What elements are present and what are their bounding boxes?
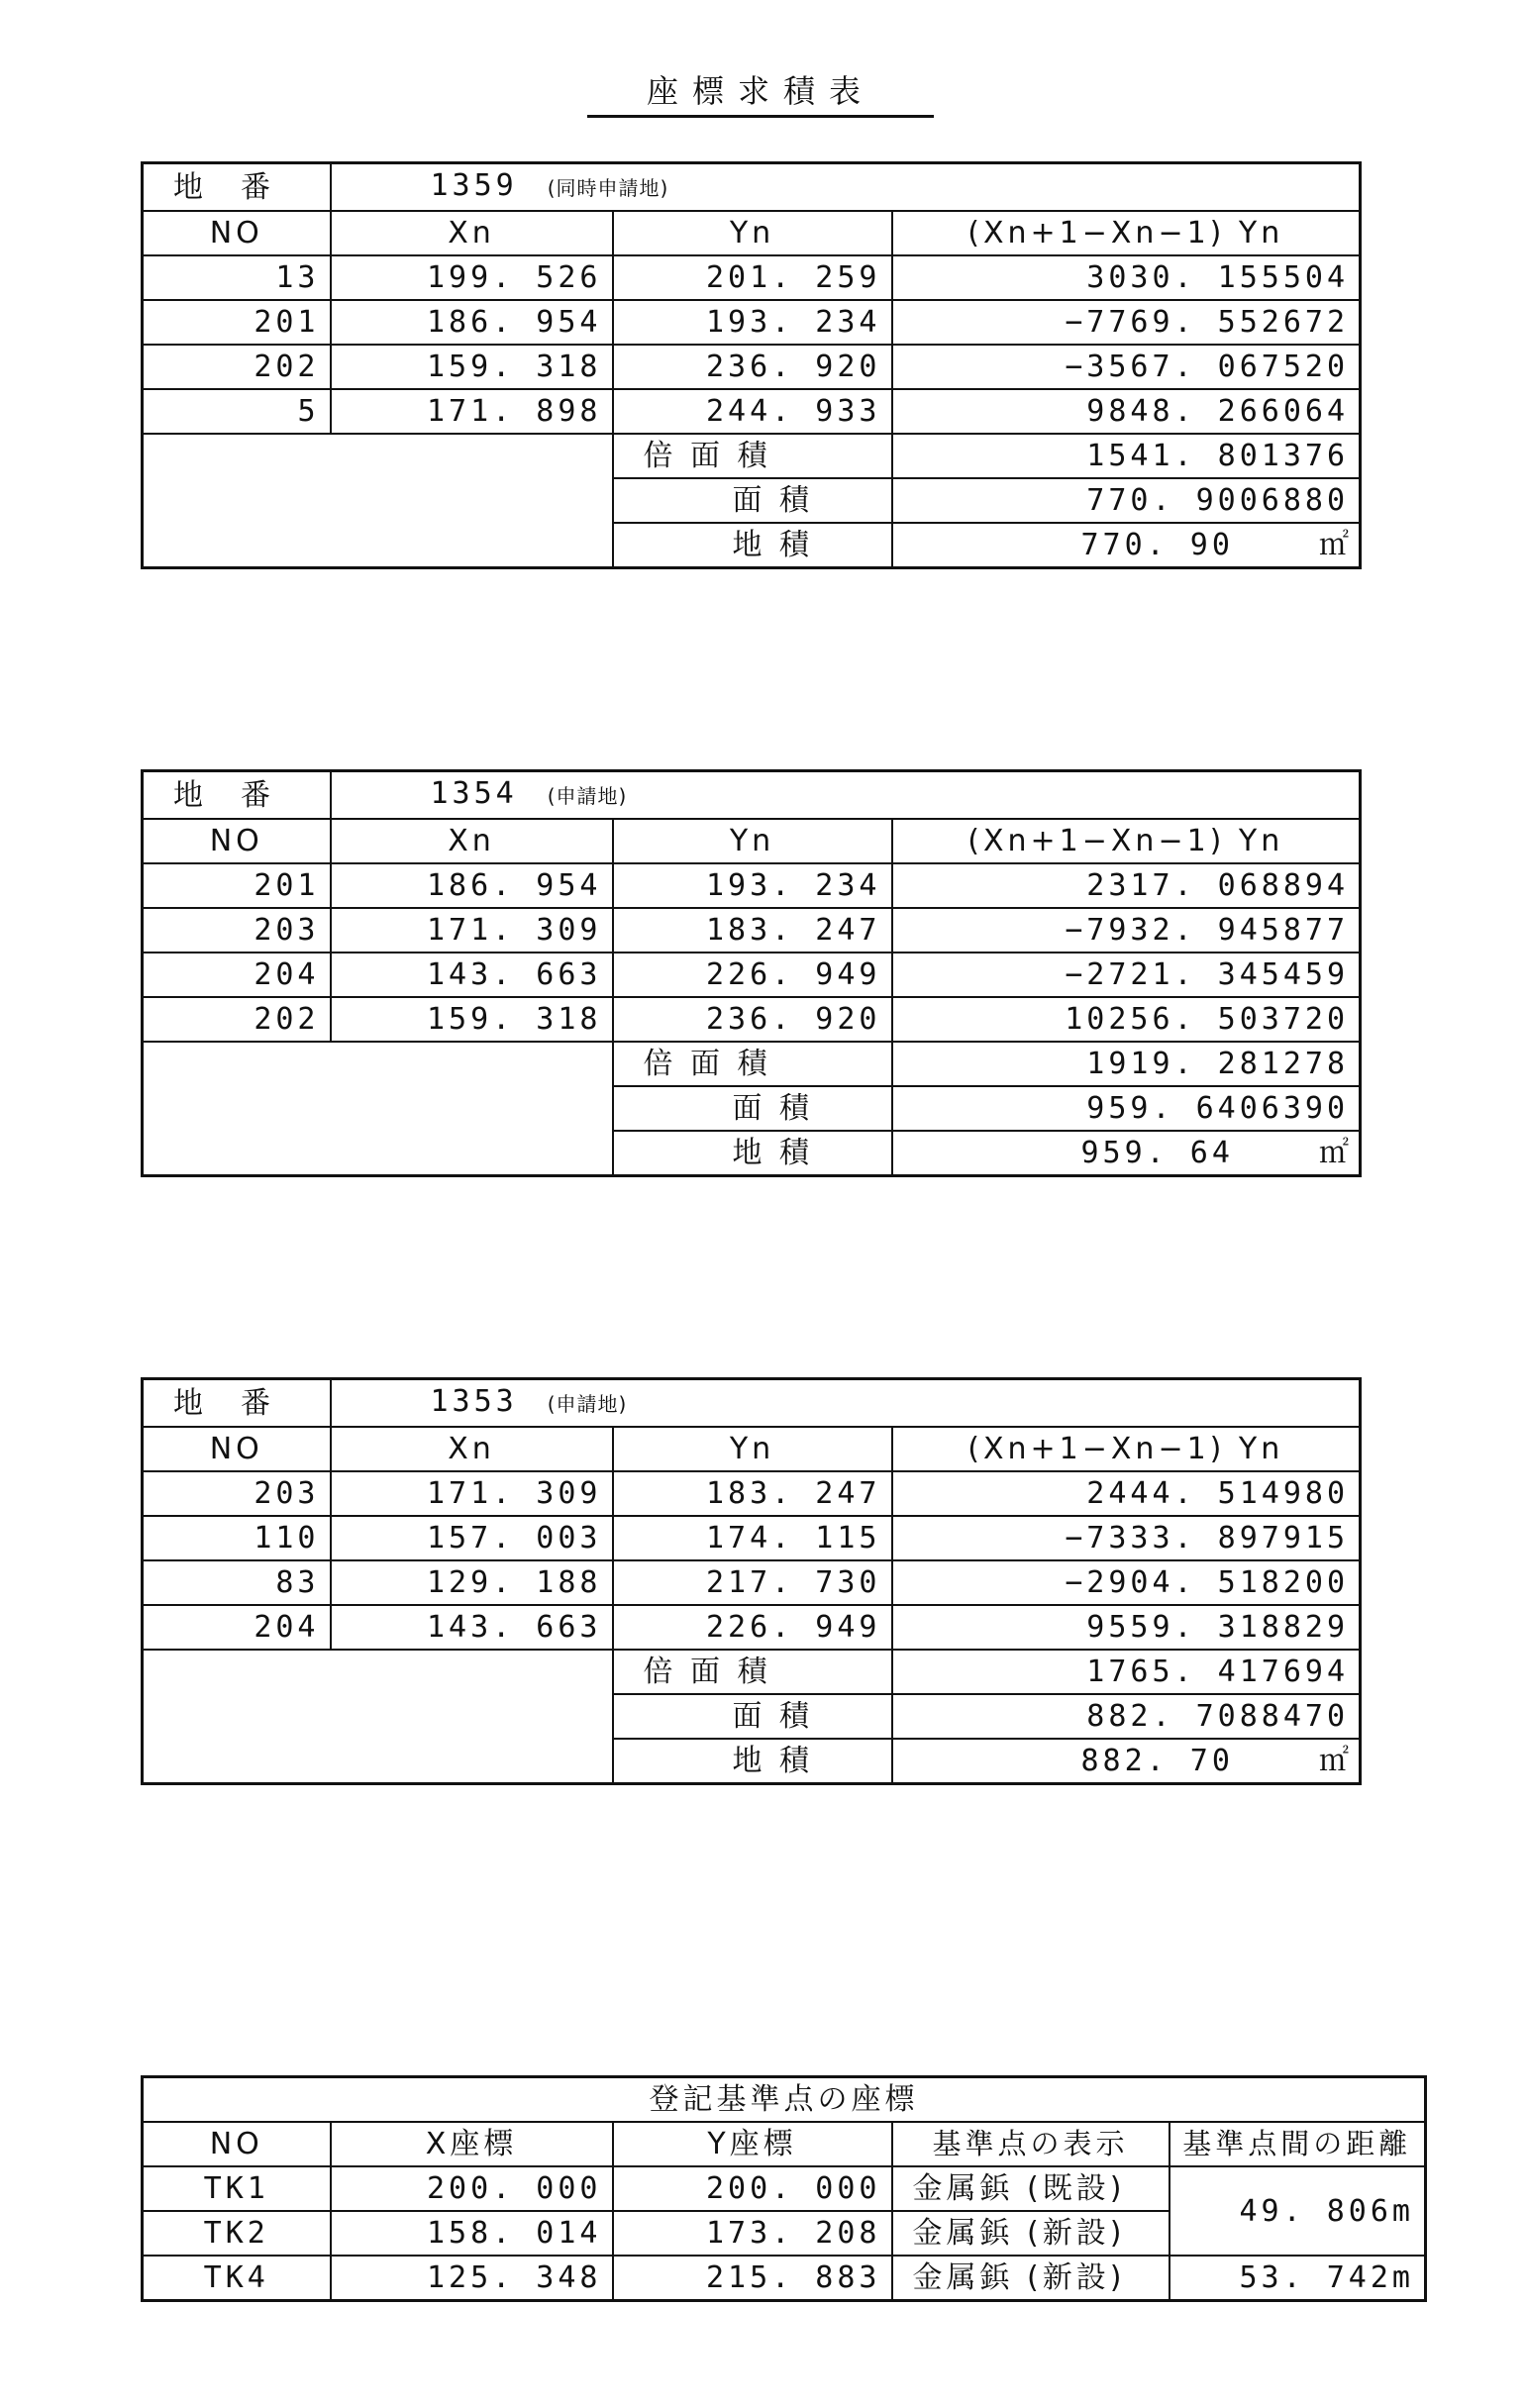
cell-no: 5 [143,389,331,434]
area-label: 面 積 [613,1086,892,1131]
cell-marker: 金属鋲 (新設) [892,2211,1170,2256]
table-row [143,997,1361,1042]
unit-label: ㎡ [1319,1744,1350,1778]
table-row [143,345,1361,389]
lot-number: 1353 [430,1384,518,1419]
cell-no: 201 [143,863,331,908]
cell-calc: 9559. 318829 [892,1605,1361,1650]
double-area-value: 1541. 801376 [892,434,1361,478]
lot-label: 地 番 [143,1379,331,1428]
header-x: X座標 [331,2122,613,2166]
cell-x: 143. 663 [331,953,613,997]
table-row [143,1605,1361,1650]
cell-x: 186. 954 [331,863,613,908]
lot-row [143,163,1361,212]
cell-x: 186. 954 [331,300,613,345]
cell-calc: 2444. 514980 [892,1471,1361,1516]
area-label: 面 積 [613,1694,892,1739]
double-area-value: 1919. 281278 [892,1042,1361,1086]
unit-label: ㎡ [1319,528,1350,562]
table-row [143,1471,1361,1516]
double-area-row [143,1650,1361,1694]
cell-x: 159. 318 [331,345,613,389]
cell-calc: −7333. 897915 [892,1516,1361,1560]
blank-area [143,1042,613,1176]
land-area-label: 地 積 [613,1739,892,1784]
cell-y: 217. 730 [613,1560,892,1605]
header-marker: 基準点の表示 [892,2122,1170,2166]
cell-y: 244. 933 [613,389,892,434]
cell-x: 158. 014 [331,2211,613,2256]
lot-row [143,1379,1361,1428]
cell-x: 171. 898 [331,389,613,434]
cell-x: 199. 526 [331,255,613,300]
header-y: Yn [613,819,892,863]
cell-no: 13 [143,255,331,300]
benchmark-title-row [143,2077,1426,2123]
area-label: 面 積 [613,478,892,523]
land-area-value: 959. 64 [1080,1136,1234,1170]
land-area-label: 地 積 [613,1131,892,1176]
land-area-cell [892,1739,1361,1784]
cell-x: 143. 663 [331,1605,613,1650]
cell-x: 125. 348 [331,2256,613,2301]
parcel-table-1359 [141,161,1362,569]
table-row [143,953,1361,997]
area-value: 959. 6406390 [892,1086,1361,1131]
land-area-cell [892,1131,1361,1176]
cell-calc: −7769. 552672 [892,300,1361,345]
cell-x: 159. 318 [331,997,613,1042]
cell-y: 215. 883 [613,2256,892,2301]
header-no: NO [143,211,331,255]
header-distance: 基準点間の距離 [1170,2122,1426,2166]
table-row [143,255,1361,300]
benchmark-title: 登記基準点の座標 [143,2077,1426,2123]
cell-calc: 9848. 266064 [892,389,1361,434]
cell-y: 173. 208 [613,2211,892,2256]
lot-number: 1354 [430,776,518,811]
cell-calc: −2904. 518200 [892,1560,1361,1605]
blank-area [143,434,613,568]
lot-label: 地 番 [143,771,331,820]
cell-no: 83 [143,1560,331,1605]
double-area-row [143,434,1361,478]
header-x: Xn [331,1427,613,1471]
double-area-row [143,1042,1361,1086]
cell-y: 226. 949 [613,1605,892,1650]
table-row [143,2256,1426,2301]
cell-no: 204 [143,1605,331,1650]
cell-x: 157. 003 [331,1516,613,1560]
lot-number-cell [331,163,1361,212]
area-value: 882. 7088470 [892,1694,1361,1739]
land-area-value: 882. 70 [1080,1744,1234,1778]
cell-x: 171. 309 [331,908,613,953]
cell-x: 171. 309 [331,1471,613,1516]
header-row [143,211,1361,255]
cell-y: 193. 234 [613,300,892,345]
table-row [143,2166,1426,2211]
table-row [143,300,1361,345]
cell-y: 174. 115 [613,1516,892,1560]
table-row [143,1516,1361,1560]
cell-no: 202 [143,345,331,389]
lot-number-cell [331,771,1361,820]
blank-area [143,1650,613,1784]
header-row [143,1427,1361,1471]
distance-tk1-tk2: 49. 806m [1170,2166,1426,2256]
header-x: Xn [331,819,613,863]
cell-calc: −2721. 345459 [892,953,1361,997]
header-no: NO [143,819,331,863]
cell-y: 201. 259 [613,255,892,300]
cell-no: TK4 [143,2256,331,2301]
cell-no: 201 [143,300,331,345]
distance-tk2-tk4: 53. 742m [1170,2256,1426,2301]
header-row [143,2122,1426,2166]
lot-label: 地 番 [143,163,331,212]
table-row [143,389,1361,434]
cell-no: TK1 [143,2166,331,2211]
lot-note: (申請地) [547,1392,628,1416]
cell-y: 183. 247 [613,908,892,953]
lot-row [143,771,1361,820]
header-y: Y座標 [613,2122,892,2166]
cell-calc: −7932. 945877 [892,908,1361,953]
lot-note: (同時申請地) [547,176,669,200]
cell-calc: 10256. 503720 [892,997,1361,1042]
header-y: Yn [613,1427,892,1471]
header-no: NO [143,2122,331,2166]
land-area-value: 770. 90 [1080,528,1234,562]
table-row [143,908,1361,953]
cell-calc: 3030. 155504 [892,255,1361,300]
area-value: 770. 9006880 [892,478,1361,523]
land-area-label: 地 積 [613,523,892,568]
benchmark-table [141,2075,1427,2302]
header-calc: (Xn+1−Xn−1) Yn [892,1427,1361,1471]
double-area-label: 倍 面 積 [613,1042,892,1086]
table-row [143,1560,1361,1605]
cell-marker: 金属鋲 (既設) [892,2166,1170,2211]
cell-x: 200. 000 [331,2166,613,2211]
cell-y: 226. 949 [613,953,892,997]
lot-number-cell [331,1379,1361,1428]
header-row [143,819,1361,863]
cell-calc: −3567. 067520 [892,345,1361,389]
land-area-cell [892,523,1361,568]
lot-number: 1359 [430,168,518,203]
unit-label: ㎡ [1319,1136,1350,1170]
header-y: Yn [613,211,892,255]
cell-no: 110 [143,1516,331,1560]
cell-y: 193. 234 [613,863,892,908]
cell-y: 200. 000 [613,2166,892,2211]
header-calc: (Xn+1−Xn−1) Yn [892,819,1361,863]
cell-marker: 金属鋲 (新設) [892,2256,1170,2301]
double-area-label: 倍 面 積 [613,434,892,478]
table-row [143,863,1361,908]
lot-note: (申請地) [547,784,628,808]
cell-no: 202 [143,997,331,1042]
double-area-label: 倍 面 積 [613,1650,892,1694]
parcel-table-1353 [141,1377,1362,1785]
header-calc: (Xn+1−Xn−1) Yn [892,211,1361,255]
header-no: NO [143,1427,331,1471]
parcel-table-1354 [141,769,1362,1177]
cell-no: 204 [143,953,331,997]
page-title: 座標求積表 [587,67,934,118]
cell-no: TK2 [143,2211,331,2256]
cell-x: 129. 188 [331,1560,613,1605]
cell-no: 203 [143,908,331,953]
cell-y: 236. 920 [613,997,892,1042]
cell-calc: 2317. 068894 [892,863,1361,908]
cell-y: 236. 920 [613,345,892,389]
cell-no: 203 [143,1471,331,1516]
double-area-value: 1765. 417694 [892,1650,1361,1694]
cell-y: 183. 247 [613,1471,892,1516]
header-x: Xn [331,211,613,255]
